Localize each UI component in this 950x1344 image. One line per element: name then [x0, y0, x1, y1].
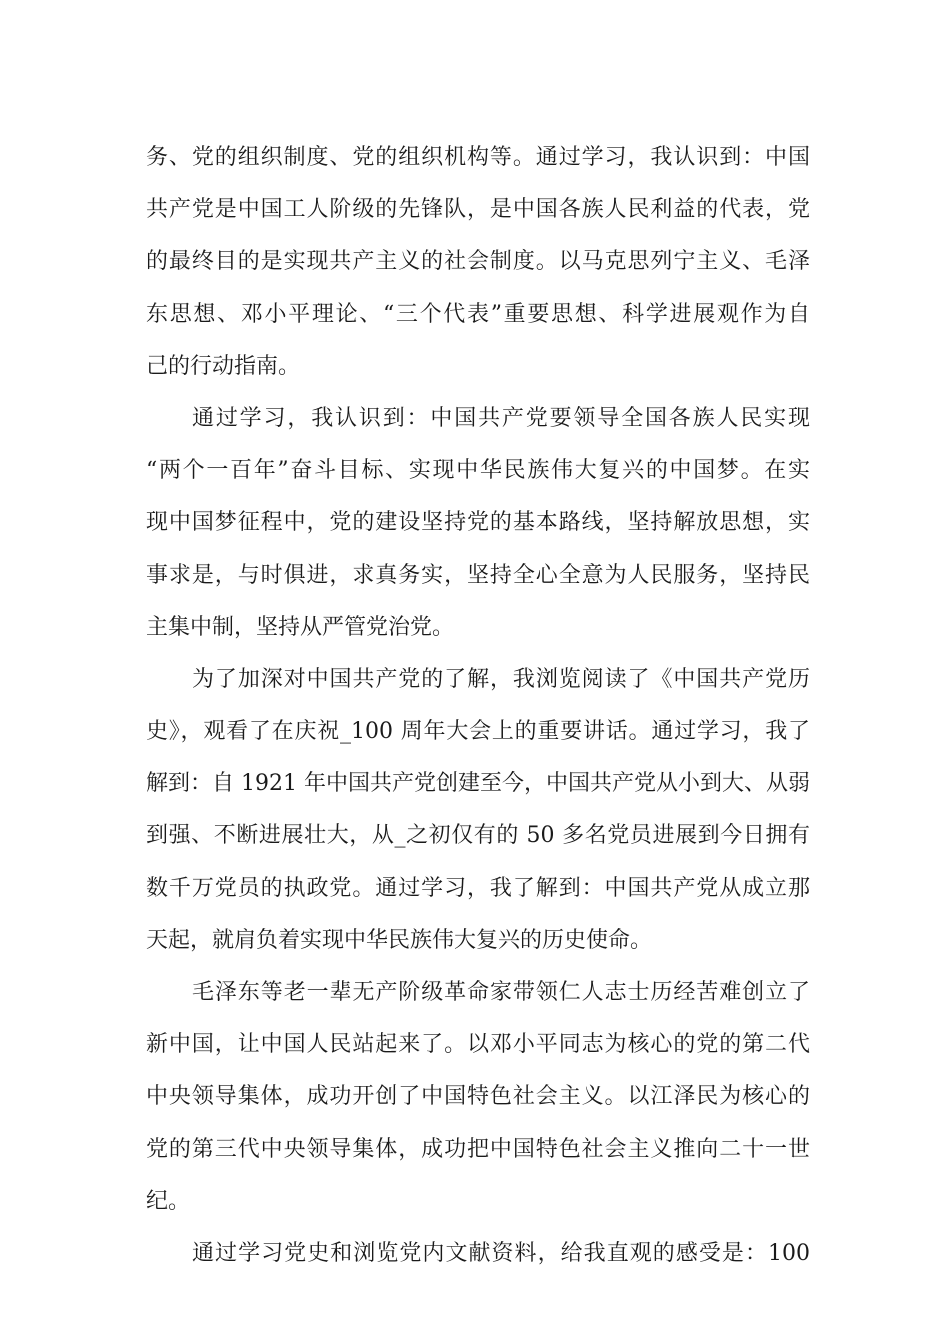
- text-line: 东思想、邓小平理论、“三个代表”重要思想、科学进展观作为自: [146, 301, 810, 327]
- text-line: 现中国梦征程中，党的建设坚持党的基本路线，坚持解放思想，实: [146, 510, 810, 536]
- text-line: 到强、不断进展壮大，从_之初仅有的 50 多名党员进展到今日拥有: [146, 823, 810, 849]
- text-line: 主集中制，坚持从严管党治党。: [146, 614, 455, 640]
- paragraph-first-line: 通过学习，我认识到：中国共产党要领导全国各族人民实现: [192, 405, 810, 431]
- text-line: 的最终目的是实现共产主义的社会制度。以马克思列宁主义、毛泽: [146, 249, 810, 275]
- paragraph-first-line: 为了加深对中国共产党的了解，我浏览阅读了《中国共产党历: [192, 666, 810, 692]
- text-line: 史》，观看了在庆祝_100 周年大会上的重要讲话。通过学习，我了: [146, 719, 810, 745]
- text-line: 己的行动指南。: [146, 353, 301, 379]
- text-line: 中央领导集体，成功开创了中国特色社会主义。以江泽民为核心的: [146, 1084, 810, 1110]
- text-line: 天起，就肩负着实现中华民族伟大复兴的历史使命。: [146, 927, 653, 953]
- text-line: 共产党是中国工人阶级的先锋队，是中国各族人民利益的代表，党: [146, 197, 810, 223]
- text-line: 新中国，让中国人民站起来了。以邓小平同志为核心的党的第二代: [146, 1032, 810, 1058]
- paragraph-first-line: 通过学习党史和浏览党内文献资料，给我直观的感受是：100: [192, 1240, 810, 1266]
- text-line: 数千万党员的执政党。通过学习，我了解到：中国共产党从成立那: [146, 875, 810, 901]
- text-line: “两个一百年”奋斗目标、实现中华民族伟大复兴的中国梦。在实: [146, 458, 810, 484]
- text-line: 纪。: [146, 1188, 191, 1214]
- text-line: 事求是，与时俱进，求真务实，坚持全心全意为人民服务，坚持民: [146, 562, 810, 588]
- text-line: 党的第三代中央领导集体，成功把中国特色社会主义推向二十一世: [146, 1136, 810, 1162]
- text-line: 务、党的组织制度、党的组织机构等。通过学习，我认识到：中国: [146, 145, 810, 170]
- document-body: [146, 132, 810, 1280]
- paragraph-first-line: 毛泽东等老一辈无产阶级革命家带领仁人志士历经苦难创立了: [192, 980, 810, 1005]
- text-line: 解到：自 1921 年中国共产党创建至今，中国共产党从小到大、从弱: [146, 771, 810, 797]
